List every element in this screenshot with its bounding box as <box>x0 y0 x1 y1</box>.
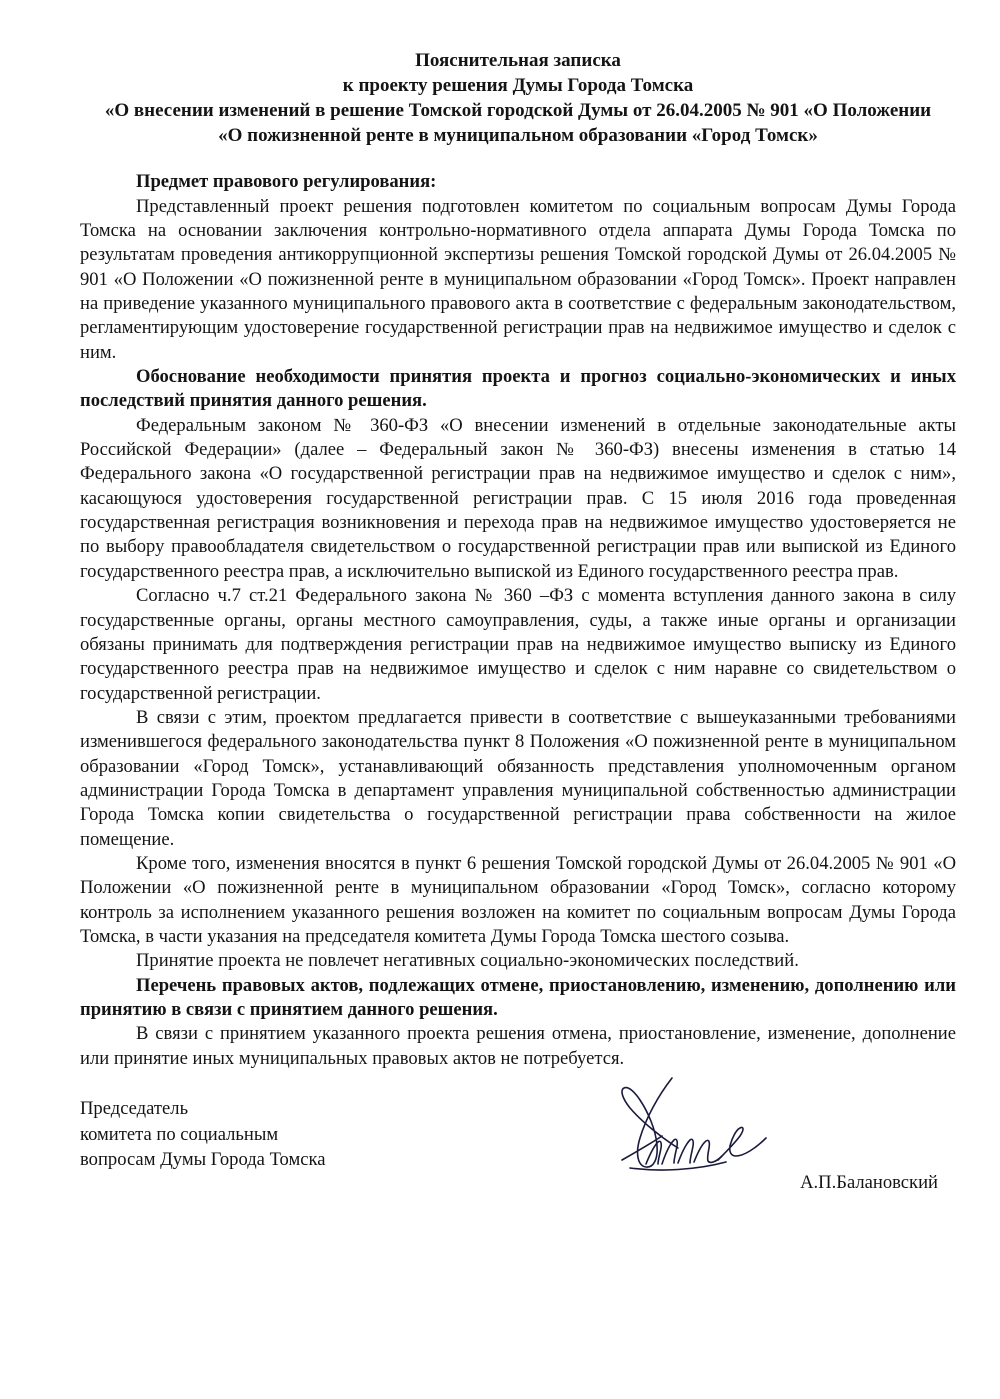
document-title <box>80 48 956 148</box>
signature-block <box>80 1096 960 1193</box>
title-line-1: Пояснительная записка <box>415 50 621 71</box>
title-line-4: «О пожизненной ренте в муниципальном образовании «Город Томск» <box>218 125 818 147</box>
signatory-position <box>80 1096 410 1173</box>
signatory-name: А.П.Балановский <box>800 1172 938 1193</box>
handwritten-signature-icon <box>600 1072 810 1187</box>
paragraph-acts-list-body: В связи с принятием указанного проекта решения отмена, приостановление, изменение, дополнение или принятие иных муниципальных правовых актов не потребуется. <box>80 1023 956 1069</box>
signatory-position-line-3: вопросам Думы Города Томска <box>80 1149 326 1171</box>
paragraph-proposal: В связи с этим, проектом предлагается привести в соответствие с вышеуказанными требованиями изменившегося федерального законодательства пункт 8 Положения «О пожизненной ренте в муниципальном образовании «Город Томск», устанавливающий обязанность представления уполномоченным органом администрации Города Томска в департамент управления муниципальной собственностью администрации Города Томска копии свидетельства о государственной регистрации права собственности на жилое помещение. <box>80 706 956 850</box>
signatory-position-line-2: комитета по социальным <box>80 1123 279 1145</box>
title-line-3: «О внесении изменений в решение Томской городской Думы от 26.04.2005 № 901 «О Положении <box>104 100 932 122</box>
paragraph-justification-heading: Обоснование необходимости принятия проекта и прогноз социально-экономических и иных последствий принятия данного решения. <box>80 366 956 412</box>
paragraph-no-negative-consequences: Принятие проекта не повлечет негативных социально-экономических последствий. <box>136 950 799 972</box>
paragraph-article-7-21: Согласно ч.7 ст.21 Федерального закона № 360 –ФЗ с момента вступления данного закона в силу государственные органы, органы местного самоуправления, суды, а также иные органы и организации обязаны принимать для подтверждения регистрации прав на недвижимое имущество выписку из Единого государственного реестра прав на недвижимое имущество и сделок с ним наравне со свидетельством о государственной регистрации. <box>80 585 956 704</box>
signatory-position-line-1: Председатель <box>80 1098 189 1119</box>
document-body <box>80 48 956 1071</box>
paragraph-federal-law: Федеральным законом № 360-ФЗ «О внесении изменений в отдельные законодательные акты Российской Федерации» (далее – Федеральный закон № 360-ФЗ) внесены изменения в статью 14 Федерального закона «О государственной регистрации прав на недвижимое имущество и сделок с ним», касающуюся удостоверения государственной регистрации прав. С 15 июля 2016 года проведенная государственная регистрация возникновения и перехода прав на недвижимое имущество удостоверяется не по выбору правообладателя свидетельством о государственной регистрации прав или выпиской из Единого государственного реестра прав, а исключительно выпиской из Единого государственного реестра прав. <box>80 414 956 582</box>
paragraph-subject-heading: Предмет правового регулирования: <box>136 171 437 193</box>
paragraph-subject-body: Представленный проект решения подготовлен комитетом по социальным вопросам Думы Города Томска на основании заключения контрольно-нормативного отдела аппарата Думы Города Томска по результатам проведения антикоррупционной экспертизы решения Томской городской Думы от 26.04.2005 № 901 «О Положении «О пожизненной ренте в муниципальном образовании «Город Томск». Проект направлен на приведение указанного муниципального правового акта в соответствие с федеральным законодательством, регламентирующим удостоверение государственной регистрации прав на недвижимое имущество и сделок с ним. <box>80 195 956 363</box>
title-line-2: к проекту решения Думы Города Томска <box>342 75 694 97</box>
paragraph-additional-changes: Кроме того, изменения вносятся в пункт 6 решения Томской городской Думы от 26.04.2005 № 901 «О Положении «О пожизненной ренте в муниципальном образовании «Город Томск», согласно которому контроль за исполнением указанного решения возложен на комитет по социальным вопросам Думы Города Томска, в части указания на председателя комитета Думы Города Томска шестого созыва. <box>80 852 956 947</box>
paragraph-acts-list-heading: Перечень правовых актов, подлежащих отмене, приостановлению, изменению, дополнению или принятию в связи с принятием данного решения. <box>80 974 956 1020</box>
